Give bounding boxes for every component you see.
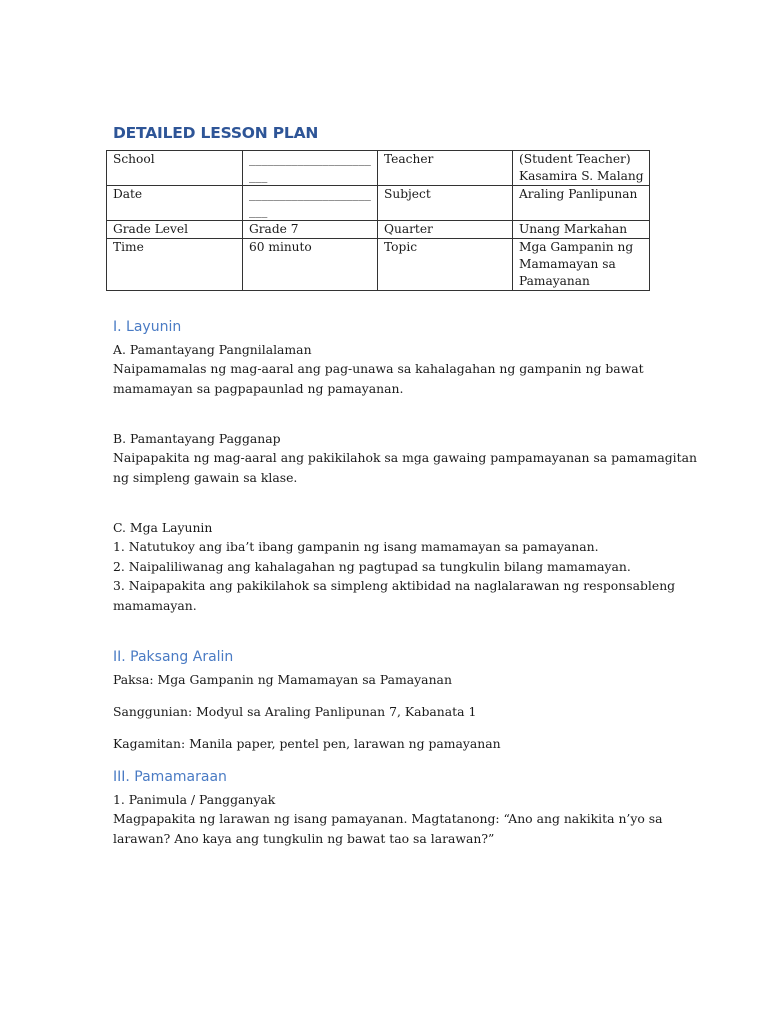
paragraph-line: ng simpleng gawain sa klase. bbox=[113, 469, 298, 485]
table-cell: Time bbox=[107, 239, 243, 291]
section-heading-pamamaraan: III. Pamamaraan bbox=[113, 769, 227, 785]
document-title: DETAILED LESSON PLAN bbox=[113, 124, 319, 142]
paragraph-kagamitan bbox=[113, 734, 673, 753]
table-cell: Araling Panlipunan bbox=[513, 186, 650, 221]
table-cell: Subject bbox=[378, 186, 513, 221]
table-row bbox=[107, 186, 650, 221]
table-cell: Grade 7 bbox=[243, 221, 378, 239]
section-pamamaraan-step1 bbox=[113, 790, 673, 848]
table-cell: Quarter bbox=[378, 221, 513, 239]
paragraph-line: Naipapakita ng mag-aaral ang pakikilahok sa mga gawaing pampamayanan sa pamamagitan bbox=[113, 450, 697, 466]
table-row bbox=[107, 239, 650, 291]
section-heading-layunin: I. Layunin bbox=[113, 319, 182, 335]
paragraph-line: Sanggunian: Modyul sa Araling Panlipunan 7, Kabanata 1 bbox=[113, 704, 477, 719]
table-cell: ____________________ ___ bbox=[243, 151, 378, 186]
lesson-info-table bbox=[106, 150, 650, 291]
paragraph-line: C. Mga Layunin bbox=[113, 520, 213, 535]
table-cell: Date bbox=[107, 186, 243, 221]
list-item: 3. Naipapakita ang pakikilahok sa simpleng aktibidad na naglalarawan ng responsableng bbox=[113, 578, 676, 594]
section-layunin-c bbox=[113, 518, 676, 615]
table-cell: School bbox=[107, 151, 243, 186]
list-item: mamamayan. bbox=[113, 597, 197, 613]
paragraph-line: Paksa: Mga Gampanin ng Mamamayan sa Pamayanan bbox=[113, 672, 452, 687]
paragraph-line: 1. Panimula / Pangganyak bbox=[113, 792, 276, 807]
table-cell: Unang Markahan bbox=[513, 221, 650, 239]
paragraph-line: A. Pamantayang Pangnilalaman bbox=[113, 342, 312, 357]
section-layunin-b bbox=[113, 429, 697, 487]
table-cell: ____________________ ___ bbox=[243, 186, 378, 221]
table-cell: 60 minuto bbox=[243, 239, 378, 291]
table-row bbox=[107, 151, 650, 186]
paragraph-line: larawan? Ano kaya ang tungkulin ng bawat tao sa larawan?” bbox=[113, 830, 495, 846]
list-item: 2. Naipaliliwanag ang kahalagahan ng pagtupad sa tungkulin bilang mamamayan. bbox=[113, 558, 631, 574]
table-cell: Topic bbox=[378, 239, 513, 291]
table-cell: Mga Gampanin ng Mamamayan sa Pamayanan bbox=[513, 239, 650, 291]
paragraph-line: mamamayan sa pagpapaunlad ng pamayanan. bbox=[113, 380, 404, 396]
table-row bbox=[107, 221, 650, 239]
table-cell: (Student Teacher) Kasamira S. Malang bbox=[513, 151, 650, 186]
table-cell: Grade Level bbox=[107, 221, 243, 239]
paragraph-line: Magpapakita ng larawan ng isang pamayanan. Magtatanong: “Ano ang nakikita n’yo sa bbox=[113, 811, 663, 827]
list-item: 1. Natutukoy ang iba’t ibang gampanin ng isang mamamayan sa pamayanan. bbox=[113, 539, 599, 555]
paragraph-line: Naipamamalas ng mag-aaral ang pag-unawa sa kahalagahan ng gampanin ng bawat bbox=[113, 361, 644, 377]
paragraph-paksa bbox=[113, 670, 673, 689]
section-layunin-a bbox=[113, 340, 673, 398]
section-heading-paksang-aralin: II. Paksang Aralin bbox=[113, 649, 234, 665]
paragraph-line: B. Pamantayang Pagganap bbox=[113, 431, 281, 446]
paragraph-sanggunian bbox=[113, 702, 673, 721]
paragraph-line: Kagamitan: Manila paper, pentel pen, larawan ng pamayanan bbox=[113, 736, 501, 751]
table-cell: Teacher bbox=[378, 151, 513, 186]
